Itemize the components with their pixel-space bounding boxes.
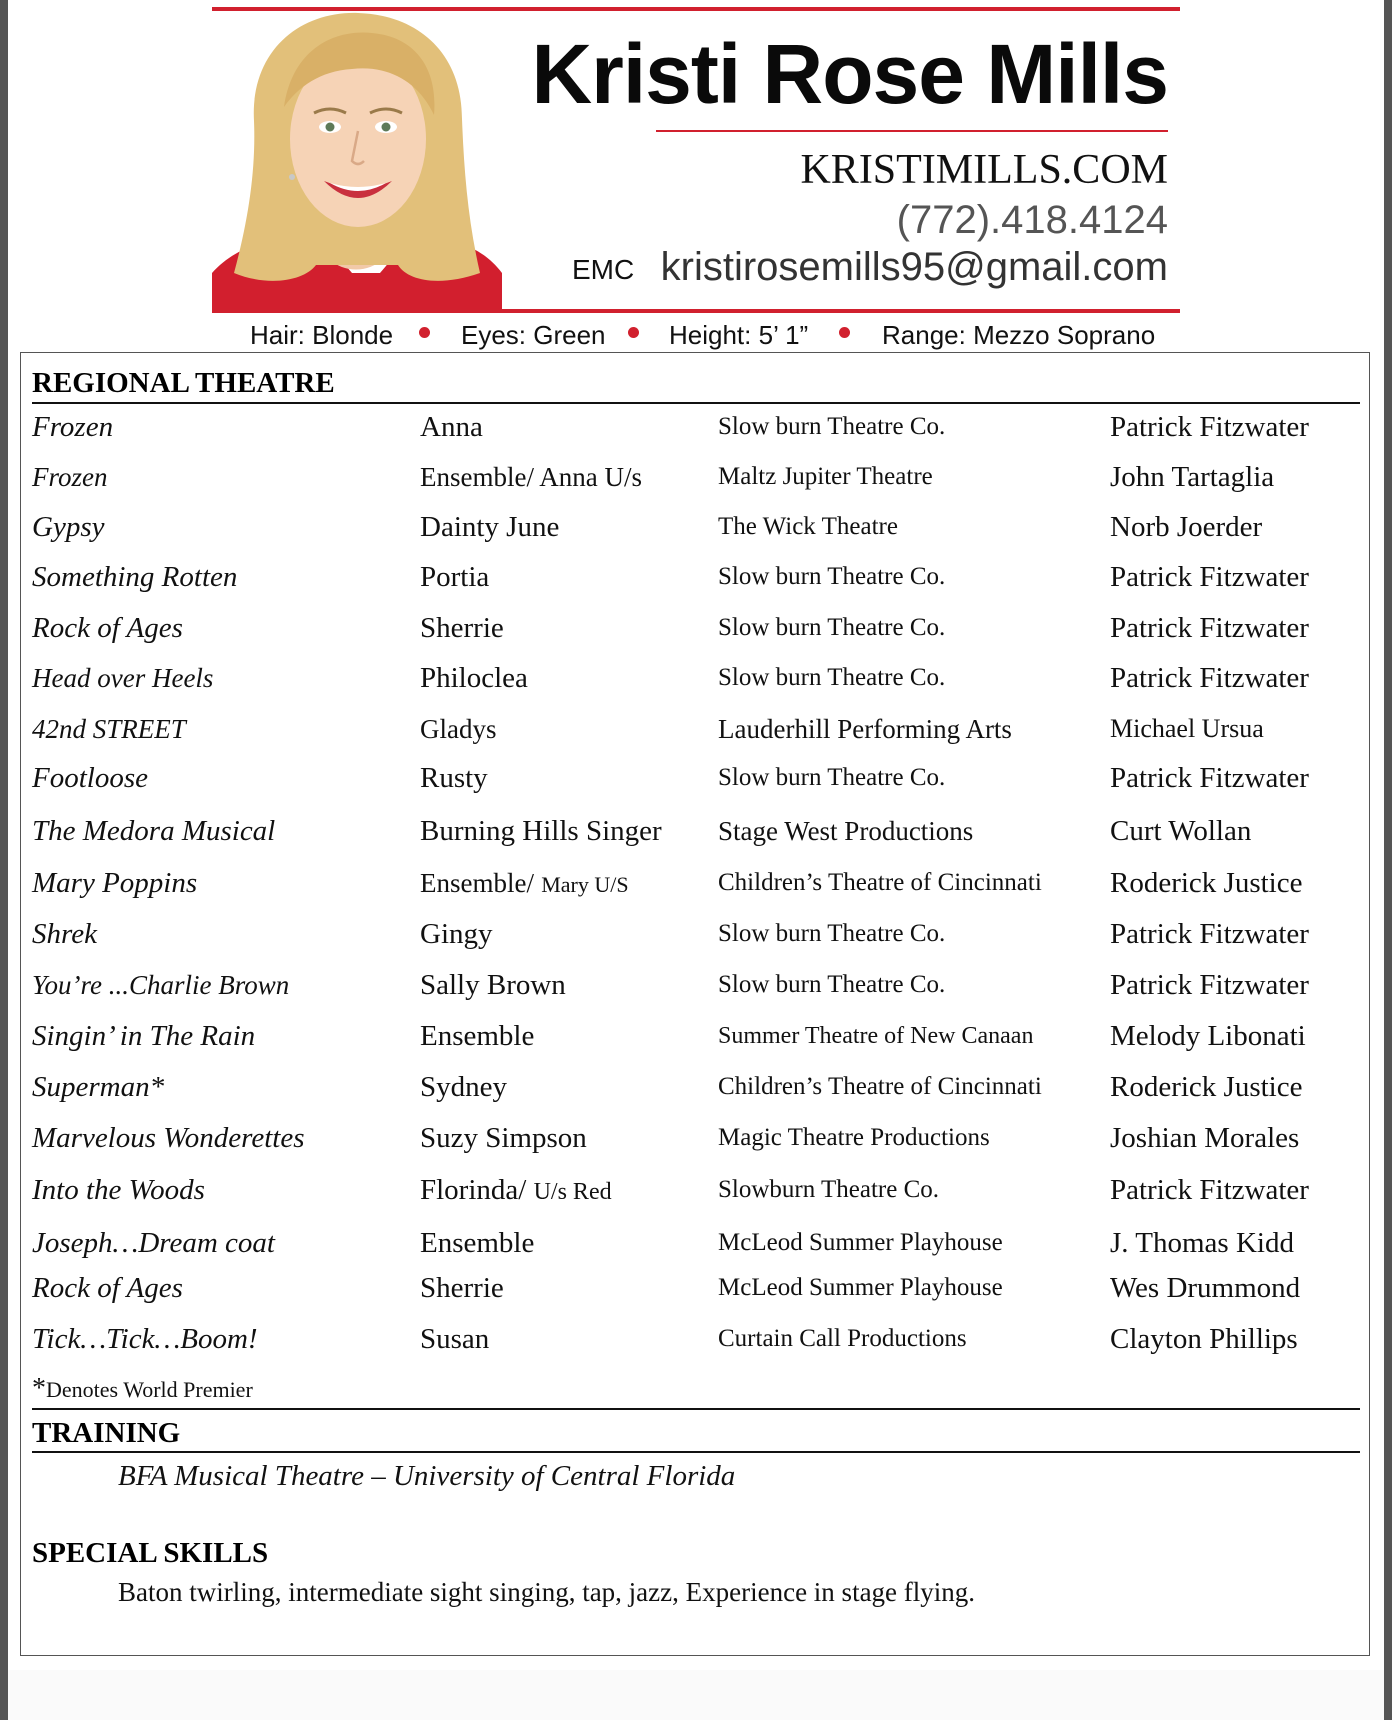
credit-theatre: Lauderhill Performing Arts — [718, 714, 1012, 744]
credit-role-note: Mary U/S — [541, 872, 629, 897]
credit-show: Rock of Ages — [32, 1272, 183, 1304]
table-row — [0, 1268, 1392, 1308]
credit-role: Gladys — [420, 714, 497, 744]
credit-director: Melody Libonati — [1110, 1020, 1306, 1052]
training-heading: TRAINING — [32, 1417, 181, 1449]
credit-theatre: Slow burn Theatre Co. — [718, 764, 946, 791]
credit-role: Suzy Simpson — [420, 1122, 587, 1154]
credit-role: Ensemble — [420, 1227, 535, 1259]
credit-director: Norb Joerder — [1110, 511, 1263, 543]
credit-director: Patrick Fitzwater — [1110, 1174, 1309, 1206]
credit-role-main: Florinda/ — [420, 1174, 527, 1206]
credit-director: Roderick Justice — [1110, 867, 1303, 899]
table-row — [0, 914, 1392, 954]
credit-role: Dainty June — [420, 511, 560, 543]
window-frame-left — [0, 0, 8, 1720]
stat-separator-dot — [419, 327, 430, 338]
credit-director: Patrick Fitzwater — [1110, 762, 1309, 794]
footnote-text: Denotes World Premier — [46, 1377, 253, 1402]
credit-director: Patrick Fitzwater — [1110, 918, 1309, 950]
table-row — [0, 863, 1392, 903]
table-row — [0, 965, 1392, 1005]
credit-theatre: Maltz Jupiter Theatre — [718, 463, 933, 490]
credit-role: Rusty — [420, 762, 488, 794]
credit-theatre: Slow burn Theatre Co. — [718, 920, 946, 947]
table-row — [0, 709, 1392, 749]
table-row — [0, 407, 1392, 447]
credit-role: Anna — [420, 411, 483, 443]
credit-show: Joseph…Dream coat — [32, 1227, 275, 1259]
credit-role: Sally Brown — [420, 969, 566, 1001]
stat-eyes: Eyes: Green — [461, 320, 606, 350]
table-row — [0, 608, 1392, 648]
website-link[interactable]: KRISTIMILLS.COM — [800, 147, 1168, 193]
credit-director: Patrick Fitzwater — [1110, 612, 1309, 644]
training-entry: BFA Musical Theatre – University of Central Florida — [118, 1460, 736, 1492]
credit-director: Clayton Phillips — [1110, 1323, 1298, 1355]
stat-separator-dot — [839, 327, 850, 338]
training-rule — [32, 1451, 1360, 1453]
credit-director: J. Thomas Kidd — [1110, 1227, 1294, 1259]
credit-show: You’re ...Charlie Brown — [32, 970, 290, 1000]
credit-theatre: Slow burn Theatre Co. — [718, 664, 946, 691]
table-row — [0, 1118, 1392, 1158]
email-link[interactable]: kristirosemills95@gmail.com — [660, 245, 1168, 289]
credit-theatre: Slow burn Theatre Co. — [718, 614, 946, 641]
credit-role: Ensemble/ Anna U/s — [420, 462, 642, 492]
credit-show: Rock of Ages — [32, 612, 183, 644]
table-row — [0, 811, 1392, 851]
credit-role: Sherrie — [420, 612, 504, 644]
credit-theatre: Children’s Theatre of Cincinnati — [718, 1073, 1042, 1100]
table-row — [0, 1319, 1392, 1359]
credit-show: Superman* — [32, 1071, 165, 1103]
credit-role — [420, 1170, 612, 1212]
table-row — [0, 507, 1392, 547]
credit-role: Sherrie — [420, 1272, 504, 1304]
credit-show: Something Rotten — [32, 561, 238, 593]
credit-show: Frozen — [32, 411, 114, 443]
credit-role: Ensemble — [420, 1020, 535, 1052]
credit-show: Into the Woods — [32, 1174, 205, 1206]
special-skills-text: Baton twirling, intermediate sight singing, tap, jazz, Experience in stage flying. — [118, 1577, 976, 1607]
credit-role-note: U/s Red — [533, 1179, 612, 1205]
credit-theatre: Slow burn Theatre Co. — [718, 971, 946, 998]
credit-director: John Tartaglia — [1110, 461, 1275, 493]
credit-director: Patrick Fitzwater — [1110, 411, 1309, 443]
credit-show: Footloose — [32, 762, 148, 794]
credit-show: Singin’ in The Rain — [32, 1020, 256, 1052]
credit-role: Burning Hills Singer — [420, 815, 662, 847]
credit-role: Portia — [420, 561, 490, 593]
credit-role: Susan — [420, 1323, 490, 1355]
regional-theatre-rule — [32, 402, 1360, 404]
credit-theatre: Slowburn Theatre Co. — [718, 1176, 940, 1203]
credit-director: Patrick Fitzwater — [1110, 561, 1309, 593]
credit-director: Joshian Morales — [1110, 1122, 1300, 1154]
credit-director: Curt Wollan — [1110, 815, 1252, 847]
credit-role-main: Ensemble/ — [420, 868, 534, 898]
table-row — [0, 1067, 1392, 1107]
credit-role: Gingy — [420, 918, 493, 950]
credit-theatre: Summer Theatre of New Canaan — [718, 1023, 1034, 1049]
credit-role: Sydney — [420, 1071, 507, 1103]
table-row — [0, 1170, 1392, 1210]
table-row — [0, 758, 1392, 798]
phone-number: (772).418.4124 — [896, 198, 1168, 242]
credit-theatre: Slow burn Theatre Co. — [718, 413, 946, 440]
credit-director: Wes Drummond — [1110, 1272, 1301, 1304]
regional-theatre-heading: REGIONAL THEATRE — [32, 367, 335, 399]
table-row — [0, 557, 1392, 597]
candidate-name: Kristi Rose Mills — [531, 27, 1168, 121]
credit-theatre: Slow burn Theatre Co. — [718, 563, 946, 590]
table-row — [0, 1223, 1392, 1263]
credit-show: Tick…Tick…Boom! — [32, 1323, 258, 1355]
footnote — [32, 1374, 253, 1405]
credit-show: Frozen — [32, 462, 108, 492]
table-row — [0, 658, 1392, 698]
credit-role: Philoclea — [420, 662, 528, 694]
credit-show: Shrek — [32, 918, 97, 950]
name-underline-rule — [656, 130, 1168, 132]
page-bottom-margin — [8, 1670, 1384, 1720]
credit-show: Head over Heels — [32, 663, 214, 693]
credit-theatre: Curtain Call Productions — [718, 1325, 967, 1352]
credit-theatre: Children’s Theatre of Cincinnati — [718, 869, 1042, 896]
table-row — [0, 1016, 1392, 1056]
credit-show: Marvelous Wonderettes — [32, 1122, 305, 1154]
footnote-star: * — [32, 1373, 46, 1404]
credit-director: Michael Ursua — [1110, 714, 1264, 743]
stat-height: Height: 5’ 1” — [669, 320, 809, 350]
credit-theatre: Stage West Productions — [718, 816, 974, 846]
window-frame-right — [1384, 0, 1392, 1720]
training-top-rule — [32, 1408, 1360, 1410]
credit-theatre: Magic Theatre Productions — [718, 1124, 990, 1151]
table-row — [0, 457, 1392, 497]
credit-show: Gypsy — [32, 511, 105, 543]
credit-show: The Medora Musical — [32, 815, 276, 847]
credit-role — [420, 863, 629, 905]
headshot-photo — [212, 11, 502, 309]
credit-theatre: McLeod Summer Playhouse — [718, 1229, 1003, 1256]
headshot-illustration — [212, 11, 502, 309]
credit-director: Patrick Fitzwater — [1110, 662, 1309, 694]
union-status: EMC — [572, 254, 635, 285]
header-bottom-rule — [212, 309, 1180, 313]
credit-director: Roderick Justice — [1110, 1071, 1303, 1103]
stat-range: Range: Mezzo Soprano — [882, 320, 1156, 350]
stat-separator-dot — [628, 327, 639, 338]
credit-show: 42nd STREET — [32, 714, 186, 744]
stat-hair: Hair: Blonde — [250, 320, 394, 350]
special-skills-heading: SPECIAL SKILLS — [32, 1537, 269, 1569]
credit-director: Patrick Fitzwater — [1110, 969, 1309, 1001]
credit-show: Mary Poppins — [32, 867, 198, 899]
credit-theatre: McLeod Summer Playhouse — [718, 1274, 1003, 1301]
credit-theatre: The Wick Theatre — [718, 513, 898, 540]
